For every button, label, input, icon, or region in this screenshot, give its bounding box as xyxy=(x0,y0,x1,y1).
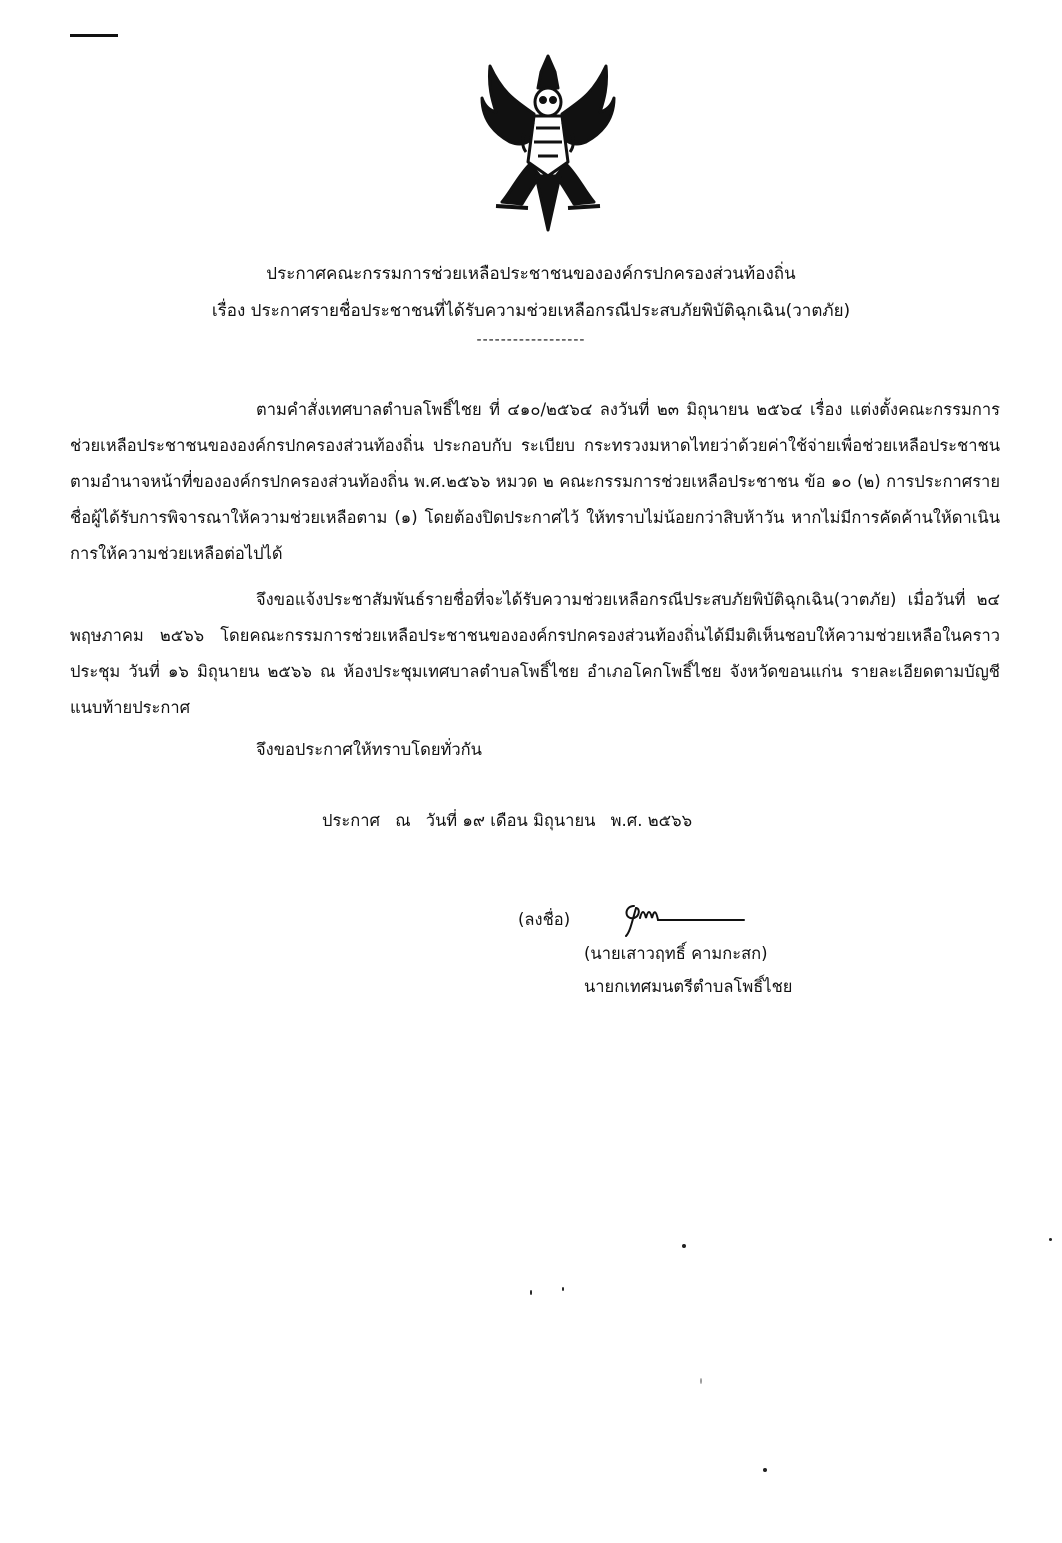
paragraph-3: จึงขอประกาศให้ทราบโดยทั่วกัน xyxy=(256,740,482,759)
announcement-subject: เรื่อง ประกาศรายชื่อประชาชนที่ได้รับความช่วยเหลือกรณีประสบภัยพิบัติฉุกเฉิน(วาตภัย) xyxy=(211,301,851,321)
title-divider: ------------------ xyxy=(476,332,586,348)
scan-speck xyxy=(530,1290,532,1295)
signatory-position: นายกเทศมนตรีตำบลโพธิ์ไชย xyxy=(584,977,793,996)
scan-speck xyxy=(763,1468,767,1472)
paragraph-2-text: จึงขอแจ้งประชาสัมพันธ์รายชื่อที่จะได้รับความช่วยเหลือกรณีประสบภัยพิบัติฉุกเฉิน(วาตภัย) เมื่อวันที่ ๒๔ พฤษภาคม ๒๕๖๖ โดยคณะกรรมการช่วยเหลือประชาชนขององค์กรปกครองส่วนท้องถิ่นได้มีมติเห็นชอบให้ความช่วยเหลือในคราวประชุม วันที่ ๑๖ มิถุนายน ๒๕๖๖ ณ ห้องประชุมเทศบาลตำบลโพธิ์ไชย อำเภอโคกโพธิ์ไชย จังหวัดขอนแก่น รายละเอียดตามบัญชีแนบท้ายประกาศ xyxy=(70,590,1000,717)
announcement-title: ประกาศคณะกรรมการช่วยเหลือประชาชนขององค์กรปกครองส่วนท้องถิ่น xyxy=(266,264,796,284)
handwritten-signature xyxy=(618,898,748,938)
scan-speck xyxy=(682,1244,686,1248)
announce-day: ๑๙ xyxy=(462,811,485,830)
announce-month-label: เดือน xyxy=(490,811,528,830)
announce-at: ณ xyxy=(395,811,411,830)
signatory-name: (นายเสาวฤทธิ์ คามกะสก) xyxy=(584,944,768,963)
announce-year: ๒๕๖๖ xyxy=(647,811,693,830)
paragraph-1 xyxy=(70,392,1000,572)
scan-speck xyxy=(1049,1238,1052,1241)
scan-speck xyxy=(562,1287,564,1291)
signature-label: (ลงชื่อ) xyxy=(518,910,571,929)
garuda-emblem-icon xyxy=(478,52,618,234)
paragraph-2 xyxy=(70,582,1000,726)
paragraph-1-text: ตามคำสั่งเทศบาลตำบลโพธิ์ไชย ที่ ๔๑๐/๒๕๖๔ ลงวันที่ ๒๓ มิถุนายน ๒๕๖๔ เรื่อง แต่งตั้งคณะกรรมการช่วยเหลือประชาชนขององค์กรปกครองส่วนท้องถิ่น ประกอบกับ ระเบียบ กระทรวงมหาดไทยว่าด้วยค่าใช้จ่ายเพื่อช่วยเหลือประชาชนตามอำนาจหน้าที่ขององค์กรปกครองส่วนท้องถิ่น พ.ศ.๒๕๖๖ หมวด ๒ คณะกรรมการช่วยเหลือประชาชน ข้อ ๑๐ (๒) การประกาศรายชื่อผู้ได้รับการพิจารณาให้ความช่วยเหลือตาม (๑) โดยต้องปิดประกาศไว้ ให้ทราบไม่น้อยกว่าสิบห้าวัน หากไม่มีการคัดค้านให้ดาเนินการให้ความช่วยเหลือต่อไปได้ xyxy=(70,400,1000,563)
announcement-date xyxy=(322,808,692,834)
announce-month: มิถุนายน xyxy=(533,811,596,830)
announce-year-label: พ.ศ. xyxy=(610,811,643,830)
announce-day-label: วันที่ xyxy=(425,811,458,830)
announce-prefix: ประกาศ xyxy=(322,811,380,830)
corner-mark xyxy=(70,34,118,37)
scan-speck xyxy=(700,1378,702,1384)
